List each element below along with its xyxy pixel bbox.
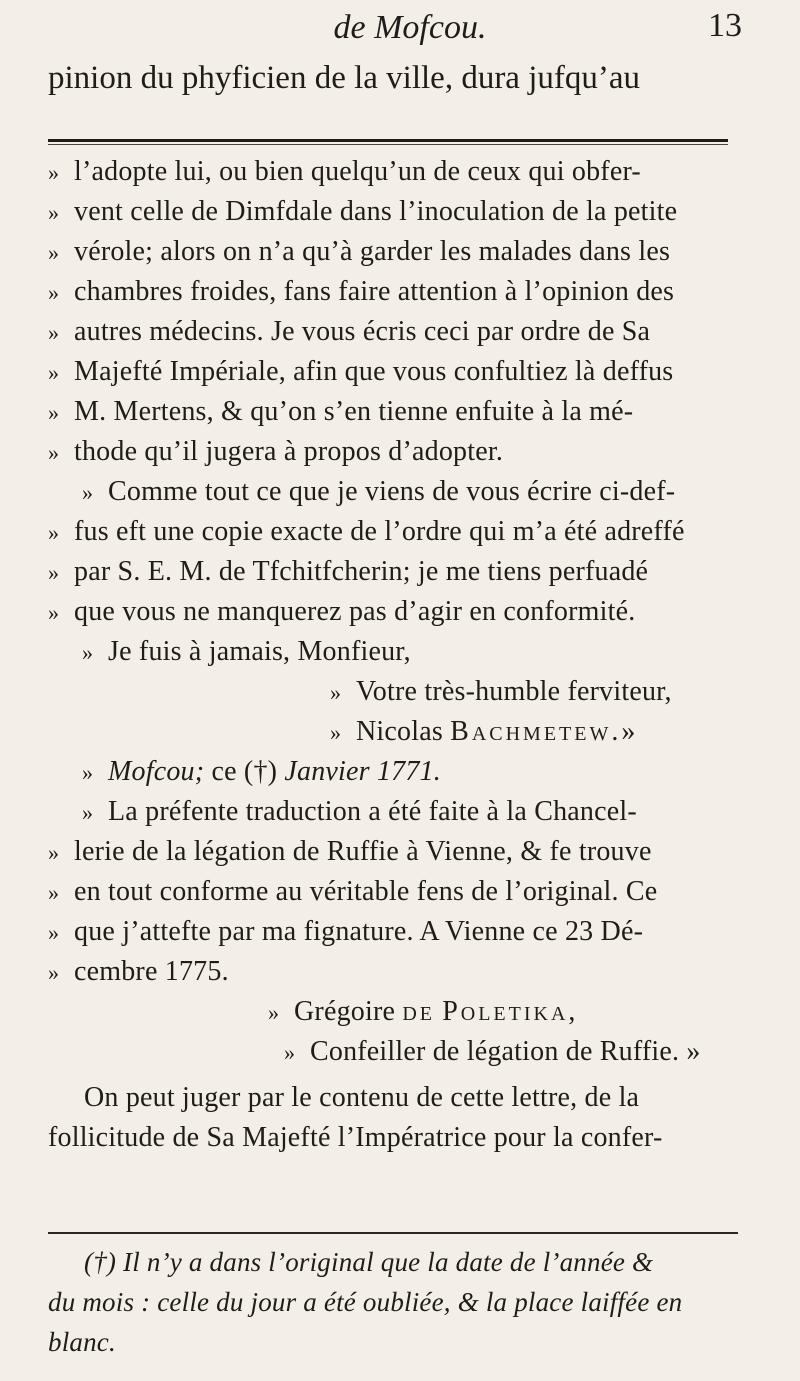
text-line: » La préfente traduction a été faite à la Chancel- [82, 796, 637, 827]
closing-line: » Votre très-humble ferviteur, [330, 676, 672, 707]
text-line: » par S. E. M. de Tfchitfcherin; je me tiens perfuadé [48, 556, 649, 587]
header-rule-thin [48, 144, 728, 145]
page-number: 13 [708, 7, 742, 44]
running-head-title: de Mofcou. [333, 9, 487, 46]
text-line: » Majefté Impériale, afin que vous confultiez là deffus [48, 356, 674, 387]
footnote-line: blanc. [48, 1327, 116, 1357]
text-line: » M. Mertens, & qu’on s’en tienne enfuite à la mé- [48, 396, 634, 427]
text-line: » vérole; alors on n’a qu’à garder les malades dans les [48, 236, 671, 267]
text-line: » thode qu’il jugera à propos d’adopter. [48, 436, 504, 467]
text-line: » que vous ne manquerez pas d’agir en conformité. [48, 596, 636, 627]
signature-line: » Nicolas Bachmetew.» [330, 716, 639, 747]
text-line: » que j’attefte par ma fignature. A Vienne ce 23 Dé- [48, 916, 644, 947]
text-line: » l’adopte lui, ou bien quelqu’un de ceux qui obfer- [48, 156, 641, 187]
text-line: » Comme tout ce que je viens de vous écrire ci-def- [82, 476, 676, 507]
text-line: » autres médecins. Je vous écris ceci par ordre de Sa [48, 316, 651, 347]
text-line: » chambres froides, fans faire attention à l’opinion des [48, 276, 675, 307]
text-line: » lerie de la légation de Ruffie à Vienne, & fe trouve [48, 836, 652, 867]
text-line: follicitude de Sa Majefté l’Impératrice pour la confer- [48, 1122, 663, 1153]
text-line: » vent celle de Dimfdale dans l’inoculation de la petite [48, 196, 678, 227]
footnote-rule [48, 1232, 738, 1234]
footnote-line: (†) Il n’y a dans l’original que la date de l’année & [84, 1247, 654, 1277]
signature-name: Poletika, [442, 996, 579, 1027]
intro-line: pinion du phyficien de la ville, dura jufqu’au [48, 60, 641, 96]
signature-name: Bachmetew.» [450, 716, 639, 747]
text-line: » fus eft une copie exacte de l’ordre qui m’a été adreffé [48, 516, 685, 547]
text-line: On peut juger par le contenu de cette lettre, de la [84, 1082, 640, 1113]
header-rule [48, 139, 728, 142]
signature-line: » Grégoire de Poletika, [268, 996, 579, 1027]
footnote-line: du mois : celle du jour a été oubliée, & la place laiffée en [48, 1287, 683, 1317]
text-line: » cembre 1775. [48, 956, 229, 987]
text-line: » en tout conforme au véritable fens de l’original. Ce [48, 876, 658, 907]
date-line: » Mofcou; ce (†) Janvier 1771. [82, 756, 441, 787]
closing-line: » Je fuis à jamais, Monfieur, [82, 636, 411, 667]
signature-title-line: » Confeiller de légation de Ruffie. » [284, 1036, 701, 1067]
